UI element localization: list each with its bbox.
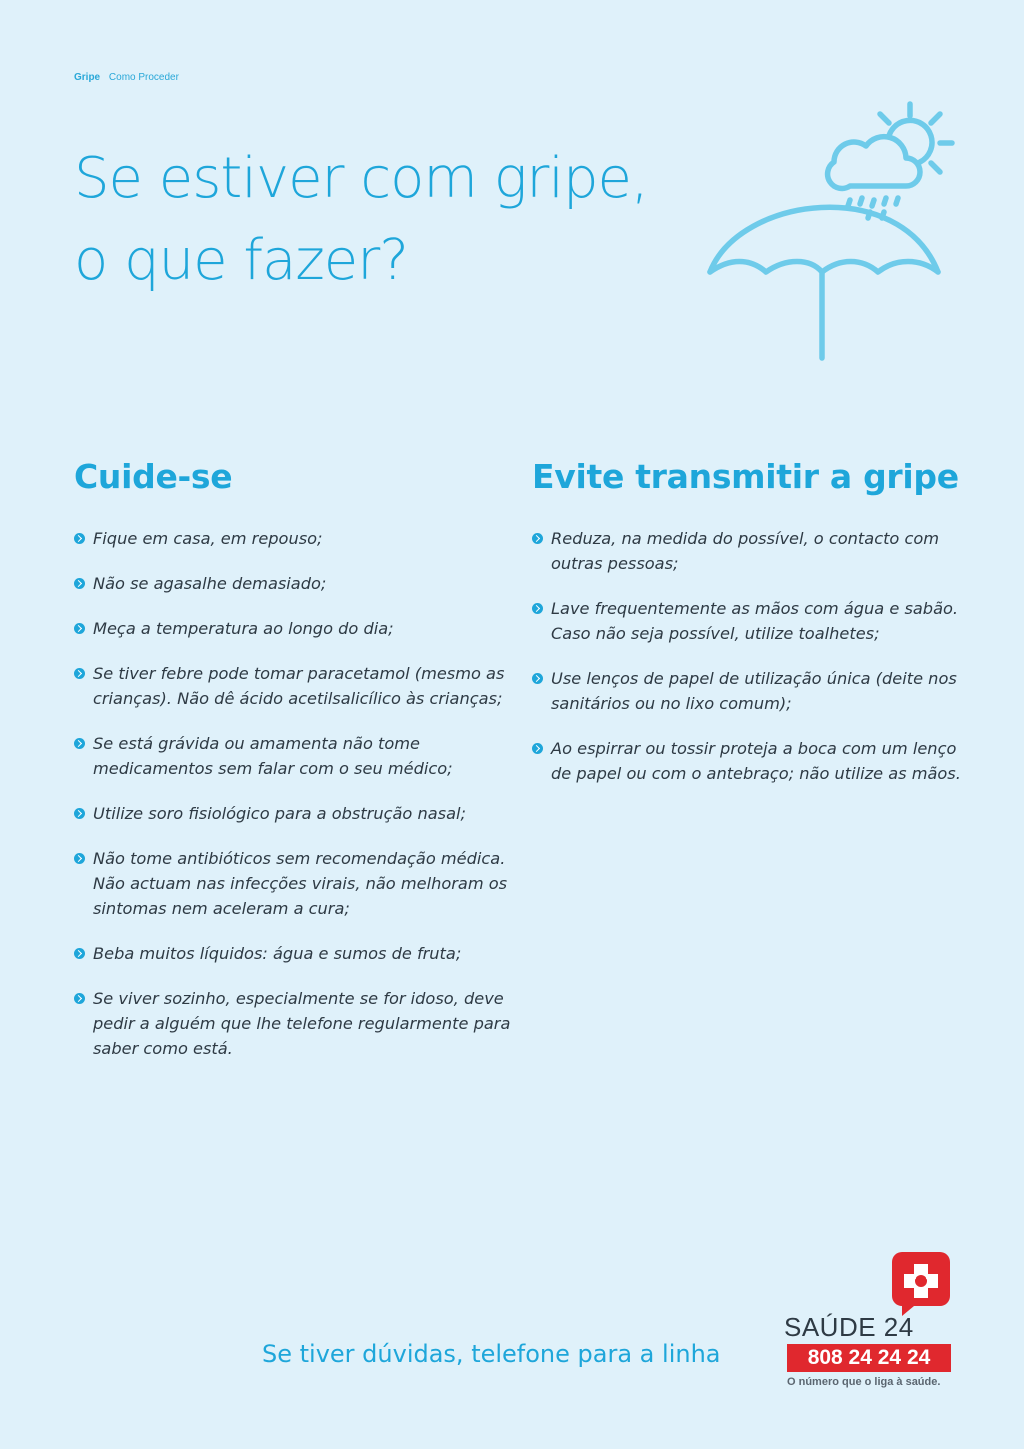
list-item-text: Use lenços de papel de utilização única (deite nos sanitários ou no lixo comum); [551,669,957,713]
arrow-bullet-icon [532,603,543,614]
list-item-text: Lave frequentemente as mãos com água e sabão. Caso não seja possível, utilize toalhetes; [551,599,959,643]
list-item [74,526,514,551]
page-title-line-2: o que fazer? [74,228,408,293]
arrow-bullet-icon [532,743,543,754]
prevent-transmission-heading: Evite transmitir a gripe [532,457,959,496]
page-title [74,138,714,302]
arrow-bullet-icon [74,853,85,864]
list-item-text: Não se agasalhe demasiado; [93,574,327,593]
arrow-bullet-icon [532,673,543,684]
breadcrumb-section: Gripe [74,72,101,83]
list-item-text: Meça a temperatura ao longo do dia; [93,619,394,638]
arrow-bullet-icon [74,993,85,1004]
breadcrumb-page: Como Proceder [108,72,179,83]
list-item [74,731,514,781]
prevent-transmission-list [532,526,962,786]
list-item-text: Se viver sozinho, especialmente se for idoso, deve pedir a alguém que lhe telefone regularmente para saber como está. [93,989,511,1058]
self-care-section [74,452,514,1081]
list-item [74,846,514,921]
arrow-bullet-icon [74,668,85,679]
saude24-logo [780,1252,960,1388]
list-item-text: Se tiver febre pode tomar paracetamol (mesmo as crianças). Não dê ácido acetilsalicílico às crianças; [93,664,505,708]
arrow-bullet-icon [74,578,85,589]
arrow-bullet-icon [74,948,85,959]
list-item [532,526,962,576]
logo-name: SAÚDE 24 [784,1312,914,1342]
page-title-line-1: Se estiver com gripe, [74,146,648,211]
list-item-text: Reduza, na medida do possível, o contacto com outras pessoas; [551,529,940,573]
logo-tagline: O número que o liga à saúde. [787,1376,941,1388]
arrow-bullet-icon [74,808,85,819]
arrow-bullet-icon [74,533,85,544]
list-item-text: Não tome antibióticos sem recomendação médica. Não actuam nas infecções virais, não melhoram os sintomas nem aceleram a cura; [93,849,508,918]
list-item-text: Fique em casa, em repouso; [93,529,323,548]
list-item-text: Utilize soro fisiológico para a obstrução nasal; [93,804,466,823]
arrow-bullet-icon [74,623,85,634]
breadcrumb [74,72,179,83]
list-item [532,736,962,786]
cross-speech-bubble-icon [892,1252,950,1316]
arrow-bullet-icon [532,533,543,544]
list-item-text: Beba muitos líquidos: água e sumos de fruta; [93,944,462,963]
list-item [74,571,514,596]
list-item [74,986,514,1061]
list-item [74,941,514,966]
self-care-list [74,526,514,1061]
list-item-text: Se está grávida ou amamenta não tome medicamentos sem falar com o seu médico; [93,734,453,778]
footer-text: Se tiver dúvidas, telefone para a linha [262,1340,721,1368]
phone-number: 808 24 24 24 [787,1344,951,1372]
list-item-text: Ao espirrar ou tossir proteja a boca com um lenço de papel ou com o antebraço; não utilize as mãos. [551,739,961,783]
umbrella-weather-icon [700,96,960,366]
arrow-bullet-icon [74,738,85,749]
list-item [74,616,514,641]
list-item [532,596,962,646]
prevent-transmission-section [532,452,962,806]
list-item [74,661,514,711]
list-item [532,666,962,716]
list-item [74,801,514,826]
self-care-heading: Cuide-se [74,457,233,496]
